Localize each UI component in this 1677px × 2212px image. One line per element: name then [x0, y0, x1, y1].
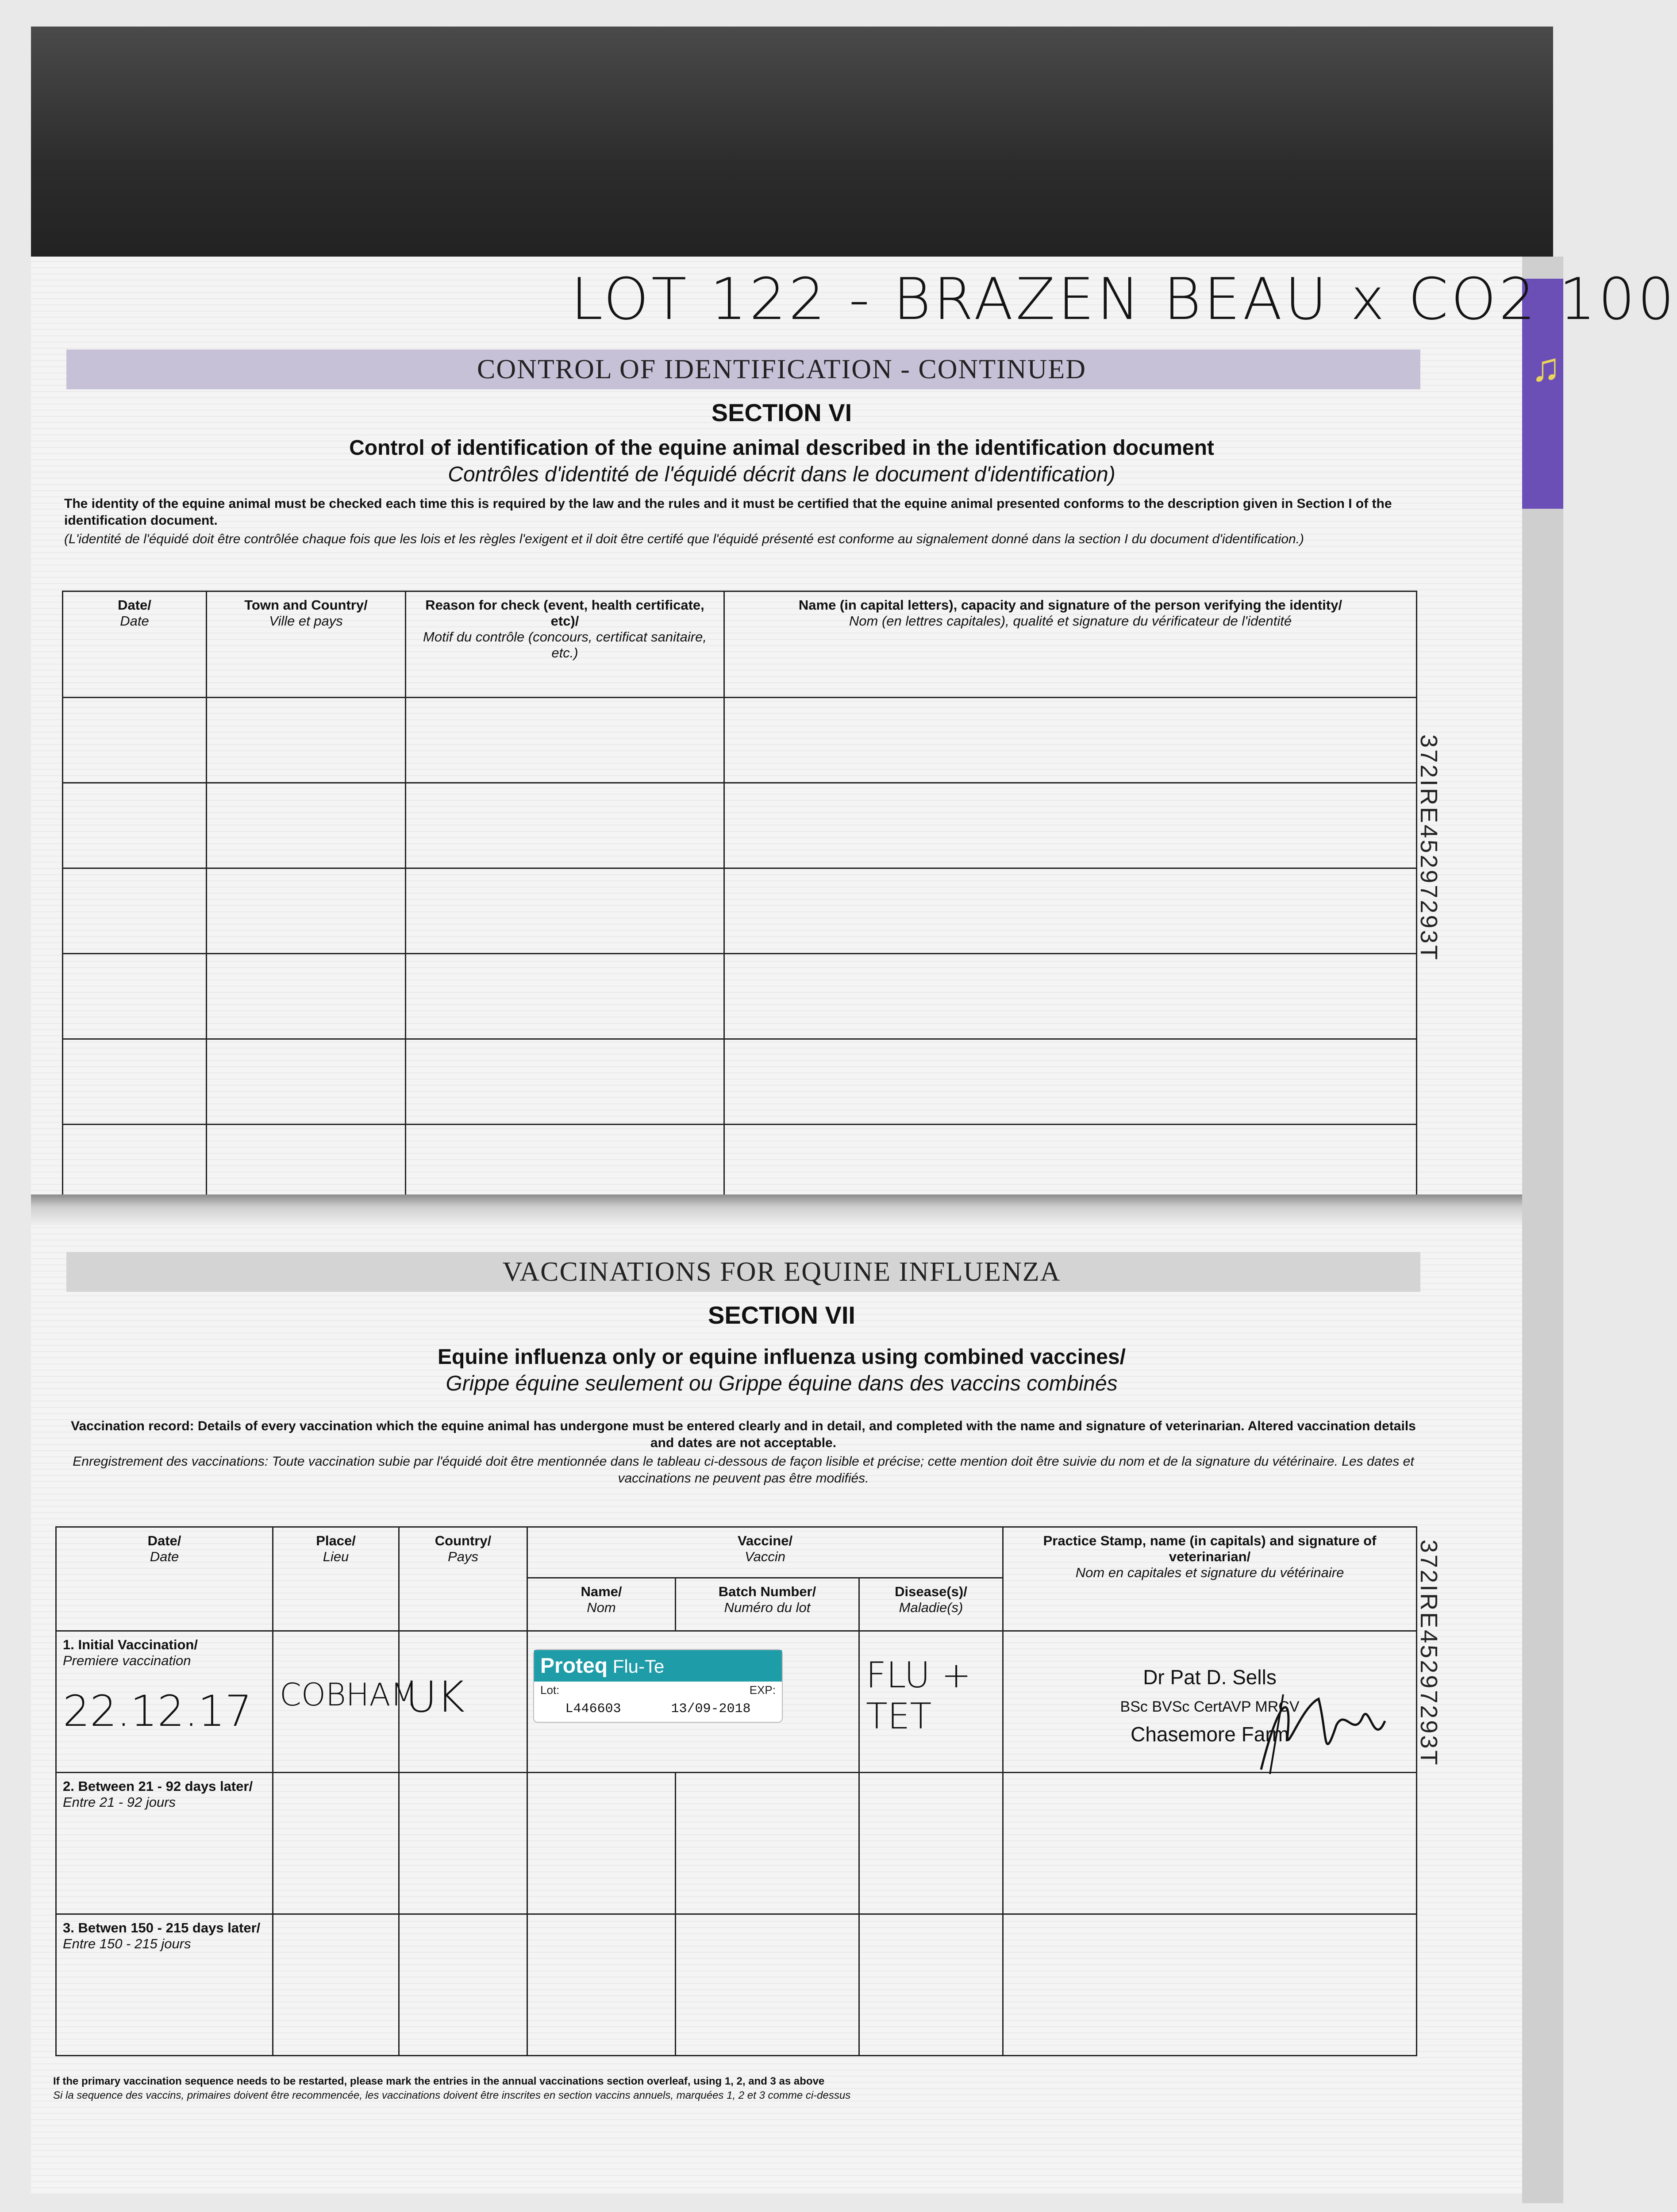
initial-date: 22.12.17 — [63, 1686, 252, 1736]
section6-title: SECTION VI — [711, 399, 852, 426]
section7-title: SECTION VII — [708, 1301, 855, 1329]
page-tab-mark: ♫ — [1531, 346, 1561, 390]
table-row — [63, 868, 1417, 954]
section6-band-title: CONTROL OF IDENTIFICATION - CONTINUED — [477, 354, 1087, 384]
batch-number: L446603 — [565, 1701, 621, 1717]
col-verifier: Name (in capital letters), capacity and signature of the person verifying the identity/ Nom (en lettres capitales), qualité et signature du vérificateur de l'identité — [724, 591, 1417, 698]
section6-instructions-en: The identity of the equine animal must be checked each time this is required by the law and the rules and it must be certified that the equine animal presented conforms to the description given in Section I of the identification document. — [64, 496, 1392, 528]
section6-heading-fr: Contrôles d'identité de l'équidé décrit dans le document d'identification) — [448, 463, 1115, 486]
col-reason: Reason for check (event, health certificate, etc)/ Motif du contrôle (concours, certificat sanitaire, etc.) — [406, 591, 724, 698]
vaccination-table — [55, 1526, 1417, 2056]
col-vaccine: Vaccine/ Vaccin — [527, 1527, 1003, 1578]
section7-heading-fr: Grippe équine seulement ou Grippe équine dans des vaccins combinés — [446, 1372, 1118, 1395]
table-header-row — [63, 591, 1417, 698]
table-row-third: 3. Betwen 150 - 215 days later/ Entre 150 - 215 jours — [56, 1914, 1417, 2056]
page-fold — [31, 1194, 1522, 1225]
cell-vaccine-sticker — [527, 1631, 859, 1773]
id-number-lower: 372IRE45297293T — [1415, 1540, 1442, 1767]
vet-name: Dr Pat D. Sells — [1143, 1666, 1277, 1689]
section7-instructions-en: Vaccination record: Details of every vaccination which the equine animal has undergone must be entered clearly and in detail, and completed with the name and signature of veterinarian. Altered vaccination details and dates are not acceptable. — [71, 1419, 1416, 1450]
section6-instructions-fr: (L'identité de l'équidé doit être contrôlée chaque fois que les lois et les règles l'exigent et il doit être certifé que l'équidé présenté est conforme au signalement donné dans la section I du document d'identification.) — [64, 532, 1304, 546]
col-town-country: Town and Country/ Ville et pays — [207, 591, 406, 698]
identification-check-table — [62, 591, 1417, 1210]
vaccine-sticker: Proteq Flu-Te Lot: EXP: L446603 13/09-2018 — [534, 1650, 782, 1722]
id-number-upper: 372IRE45297293T — [1415, 734, 1442, 962]
cell-place: COBHAM — [273, 1631, 399, 1773]
scanner-background — [31, 27, 1553, 257]
col-vaccine-name: Name/ Nom — [527, 1578, 676, 1631]
table-row-second: 2. Between 21 - 92 days later/ Entre 21 - 92 jours — [56, 1773, 1417, 1914]
table-row — [63, 1039, 1417, 1125]
col-batch: Batch Number/ Numéro du lot — [676, 1578, 859, 1631]
table-row — [63, 954, 1417, 1039]
section6-heading-en: Control of identification of the equine animal described in the identification document — [349, 436, 1214, 460]
lot-handwritten-note: LOT 122 - BRAZEN BEAU x CO2 100 — [571, 265, 1677, 333]
col-date: Date/ Date — [63, 591, 207, 698]
vet-practice: Chasemore Farm — [1131, 1723, 1289, 1746]
vet-qualifications: BSc BVSc CertAVP MRCV — [1120, 1698, 1300, 1715]
section7-band-title: VACCINATIONS FOR EQUINE INFLUENZA — [502, 1257, 1061, 1287]
table-row-initial — [56, 1631, 1417, 1773]
col-practice: Practice Stamp, name (in capitals) and signature of veterinarian/ Nom en capitales et signature du vétérinaire — [1003, 1527, 1417, 1631]
cell-country: UK — [399, 1631, 527, 1773]
cell-disease: FLU + TET — [859, 1631, 1003, 1773]
row-label-date: 1. Initial Vaccination/ Premiere vaccination 22.12.17 — [56, 1631, 273, 1773]
table-row — [63, 783, 1417, 868]
col-place: Place/ Lieu — [273, 1527, 399, 1631]
expiry-date: 13/09-2018 — [671, 1701, 751, 1717]
col-date: Date/ Date — [56, 1527, 273, 1631]
vet-signature — [1252, 1681, 1394, 1783]
table-header-row — [56, 1527, 1417, 1578]
col-disease: Disease(s)/ Maladie(s) — [859, 1578, 1003, 1631]
scanner-edge — [1522, 257, 1563, 2203]
footnote-en: If the primary vaccination sequence needs to be restarted, please mark the entries in the annual vaccinations section overleaf, using 1, 2, and 3 as above — [53, 2075, 825, 2087]
footnote-fr: Si la sequence des vaccins, primaires doivent être recommencée, les vaccinations doivent être inscrites en section vaccins annuels, marquées 1, 2 et 3 comme ci-dessus — [53, 2089, 851, 2101]
table-row — [63, 698, 1417, 783]
section7-instructions-fr: Enregistrement des vaccinations: Toute vaccination subie par l'équidé doit être mentionnée dans le tableau ci-dessous de façon lisible et précise; cette mention doit être suivie du nom et de la signature du vétérinaire. Les dates et vaccinations ne peuvent pas être modifiés. — [73, 1454, 1414, 1486]
section7-heading-en: Equine influenza only or equine influenza using combined vaccines/ — [438, 1345, 1126, 1369]
col-country: Country/ Pays — [399, 1527, 527, 1631]
